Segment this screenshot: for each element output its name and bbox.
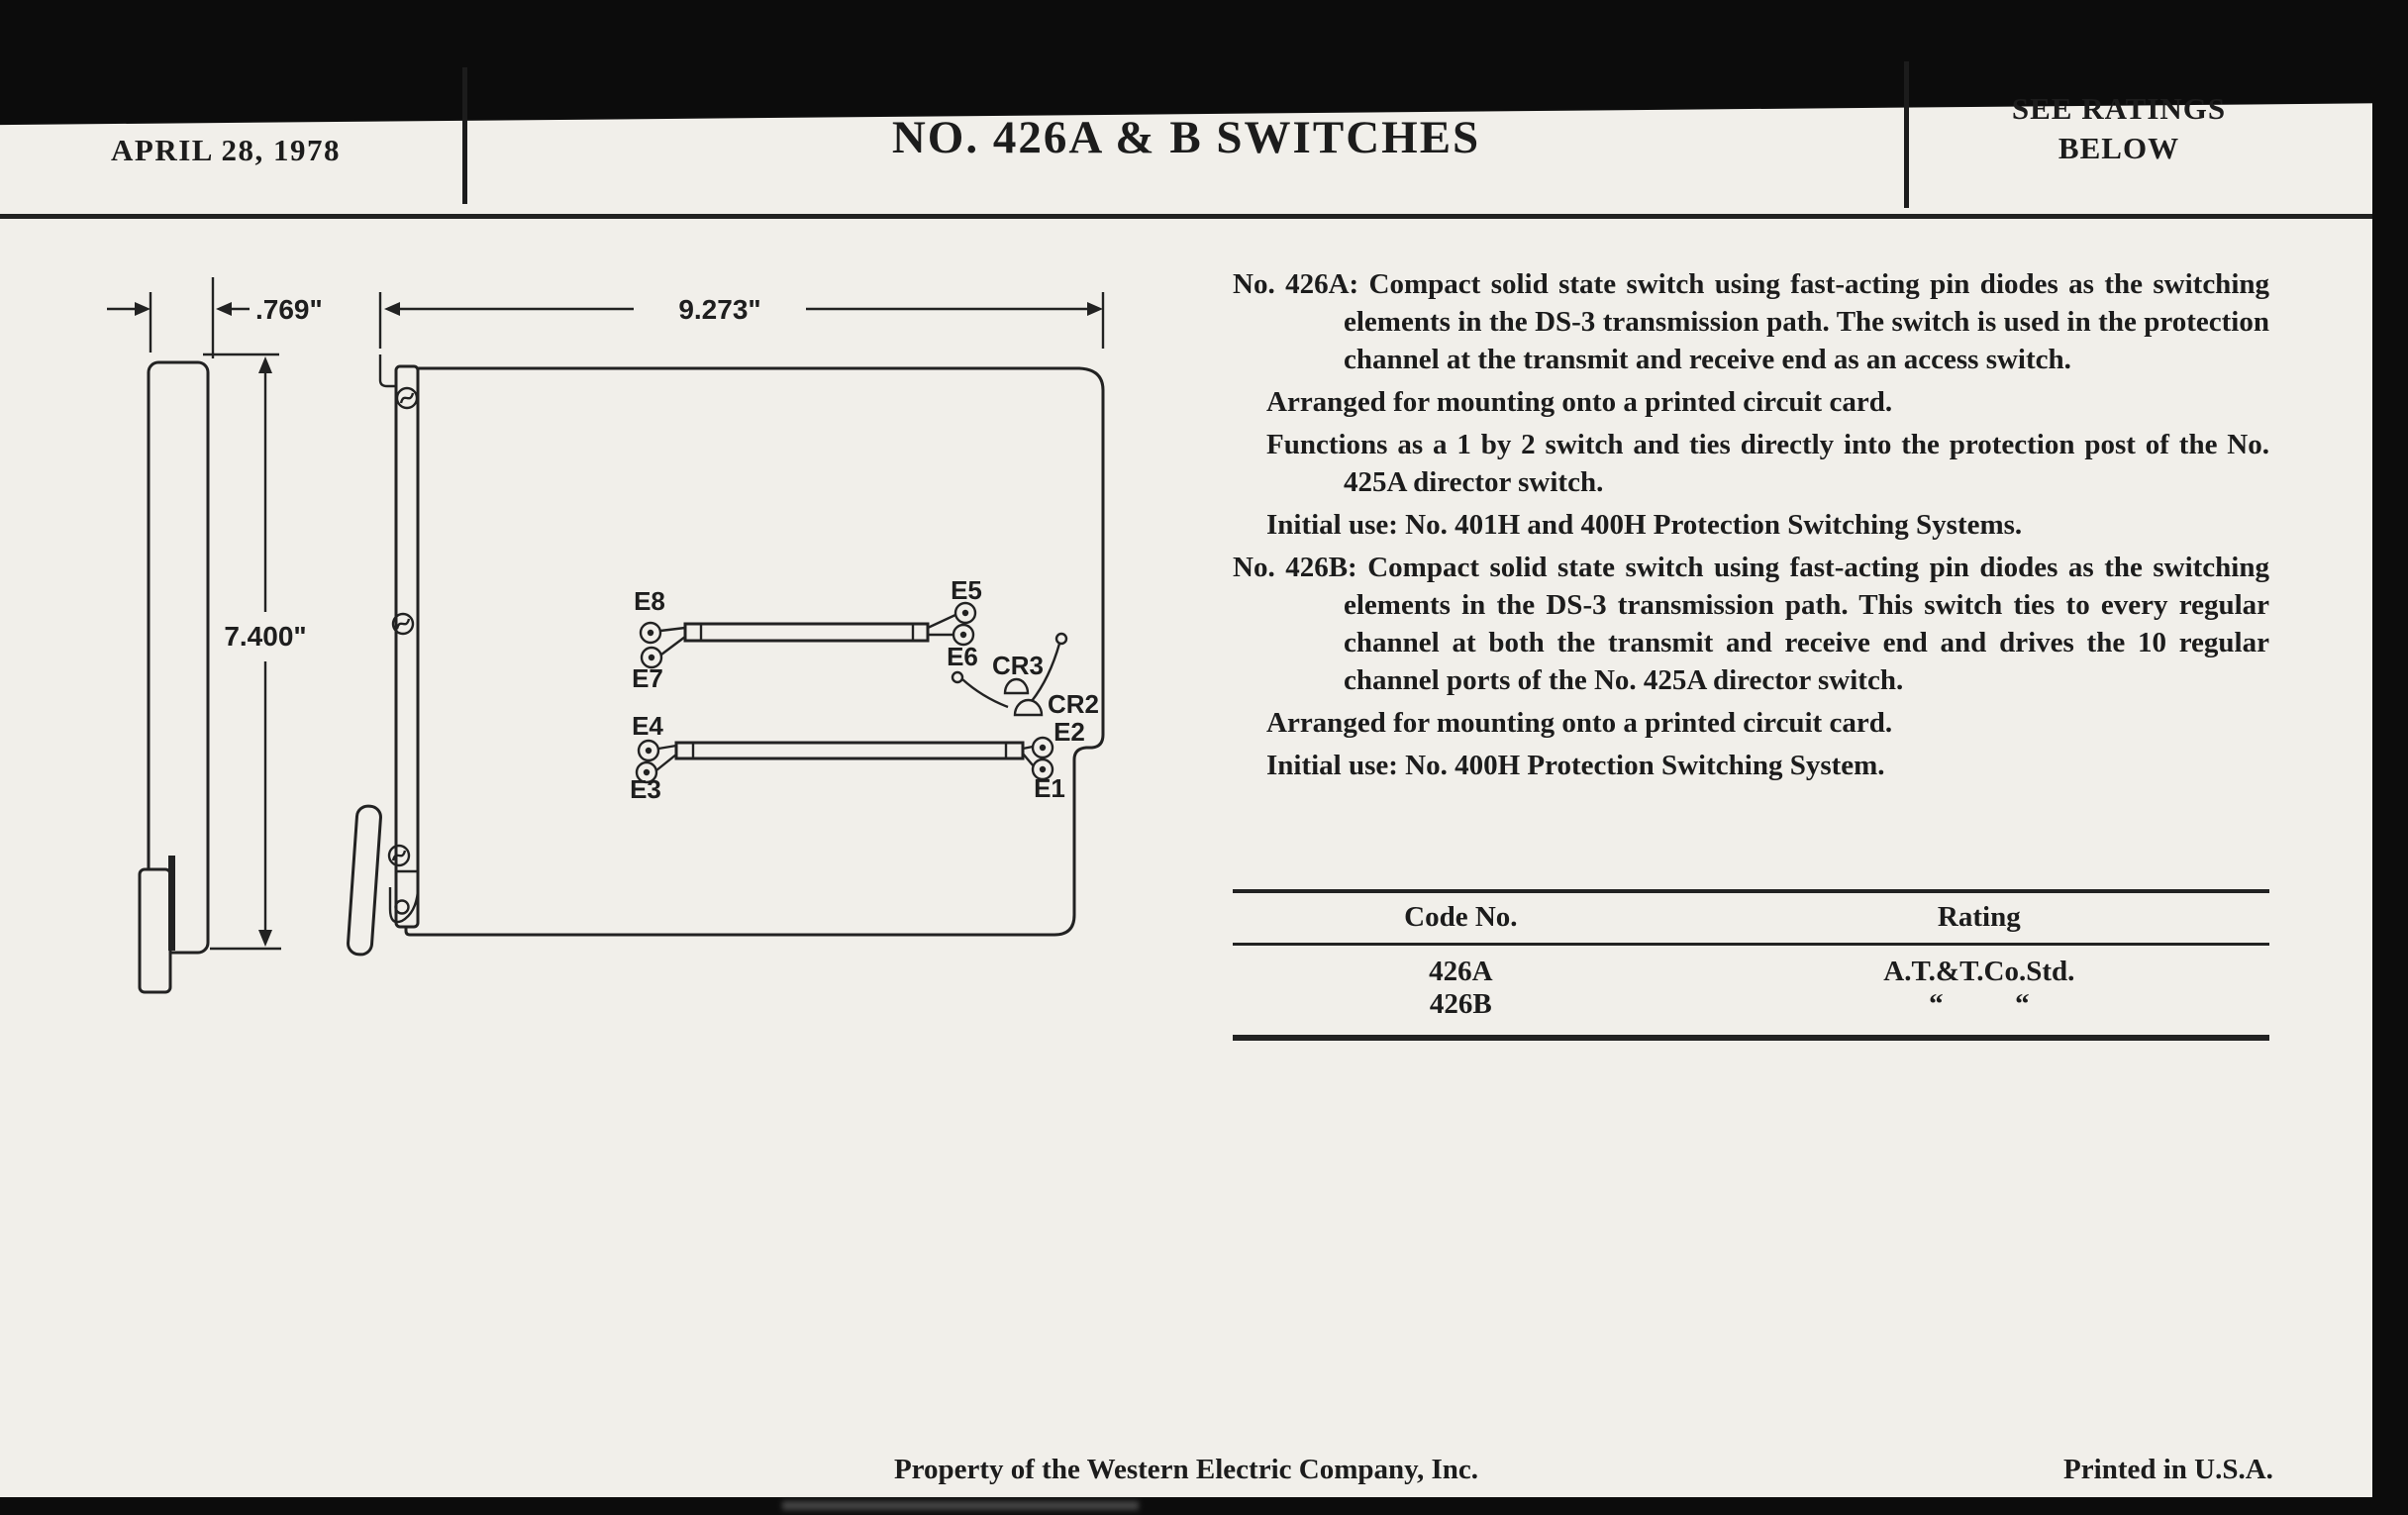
property-notice: Property of the Western Electric Company, Inc. <box>893 1454 1479 1485</box>
label-e4: E4 <box>632 711 663 741</box>
header-rule <box>0 214 2372 219</box>
ratings-table <box>1233 889 2269 1041</box>
ratings-note-line1: SEE RATINGS <box>2011 91 2227 126</box>
ratings-table-header <box>1233 893 2269 946</box>
label-e8: E8 <box>634 586 665 616</box>
dimension-width <box>107 277 323 358</box>
paragraph-426b-description: No. 426B: Compact solid state switch using fast-acting pin diodes as the switching elements in the DS-3 transmission path. This switch ties to every regular channel at both the transmit and receive end and drives the 10 regular channel ports of the No. 425A director switch. <box>1233 552 2269 696</box>
terminal-e4 <box>639 741 658 760</box>
label-e1: E1 <box>1034 773 1065 803</box>
paragraph-426a-functions: Functions as a 1 by 2 switch and ties directly into the protection post of the No. 425A director switch. <box>1266 429 2269 498</box>
ratings-note-line2: BELOW <box>2057 131 2180 165</box>
side-view-body <box>149 362 208 953</box>
column-header-rating: Rating <box>1937 901 2021 933</box>
side-view <box>140 362 208 992</box>
paragraph-426a-initial-use: Initial use: No. 401H and 400H Protection Switching Systems. <box>1266 509 2023 541</box>
latch-lever <box>348 805 381 955</box>
dimension-height-label: 7.400" <box>224 621 307 652</box>
scan-artifact-smudge <box>782 1501 1139 1510</box>
diode-cr3 <box>1005 679 1028 693</box>
scan-artifact-right-band <box>2372 0 2408 1515</box>
side-view-latch-bar <box>168 856 175 951</box>
paragraph-426b-mounting: Arranged for mounting onto a printed circuit card. <box>1266 707 1893 739</box>
ratings-table-body <box>1233 946 2269 1035</box>
label-e3: E3 <box>630 774 661 804</box>
dimension-height <box>203 354 307 949</box>
description-column <box>1233 265 2269 789</box>
table-row <box>1233 956 2269 988</box>
header-divider-left <box>462 67 467 204</box>
table-row <box>1233 988 2269 1021</box>
lower-terminal-rod <box>630 711 1085 804</box>
diode-cr2 <box>1015 700 1042 715</box>
column-header-code-no: Code No. <box>1404 901 1518 933</box>
dimension-length-label: 9.273" <box>678 294 761 325</box>
side-view-latch-tab <box>140 869 170 992</box>
code-no-value: 426A <box>1429 956 1493 987</box>
screw-top <box>397 388 417 408</box>
header-divider-right <box>1904 61 1909 208</box>
label-e6: E6 <box>947 642 978 671</box>
faceplate-strip <box>396 366 418 927</box>
paragraph-426a-description: No. 426A: Compact solid state switch using fast-acting pin diodes as the switching elements in the DS-3 transmission path. The switch is used in the protection channel at the transmit and receive end as an access switch. <box>1233 268 2269 375</box>
terminal-e8 <box>641 623 660 643</box>
dimension-length <box>380 292 1103 349</box>
terminal-e5 <box>955 603 975 623</box>
switch-technical-drawing <box>69 248 1218 1089</box>
code-no-value: 426B <box>1429 988 1492 1020</box>
faceplate-top-jog <box>380 354 396 386</box>
paragraph-426a-mounting: Arranged for mounting onto a printed circuit card. <box>1266 386 1893 418</box>
printed-notice: Printed in U.S.A. <box>2063 1454 2273 1485</box>
upper-terminal-rod <box>632 575 982 693</box>
rating-value-ditto: “ “ <box>1929 988 2030 1020</box>
rating-value: A.T.&T.Co.Std. <box>1883 956 2075 987</box>
scan-artifact-bottom-band <box>0 1497 2408 1515</box>
label-e2: E2 <box>1054 717 1085 747</box>
paragraph-426b-initial-use: Initial use: No. 400H Protection Switching System. <box>1266 750 1885 781</box>
label-cr2: CR2 <box>1048 689 1100 719</box>
front-view <box>348 354 1103 956</box>
label-cr3: CR3 <box>991 651 1045 680</box>
label-e5: E5 <box>951 575 982 605</box>
issue-date: APRIL 28, 1978 <box>111 133 341 167</box>
screw-bottom <box>389 846 409 865</box>
ratings-note <box>1941 89 2297 168</box>
terminal-e2 <box>1033 738 1053 758</box>
page-title: NO. 426A & B SWITCHES <box>891 112 1481 163</box>
label-e7: E7 <box>632 663 663 693</box>
dimension-width-label: .769" <box>255 294 323 325</box>
